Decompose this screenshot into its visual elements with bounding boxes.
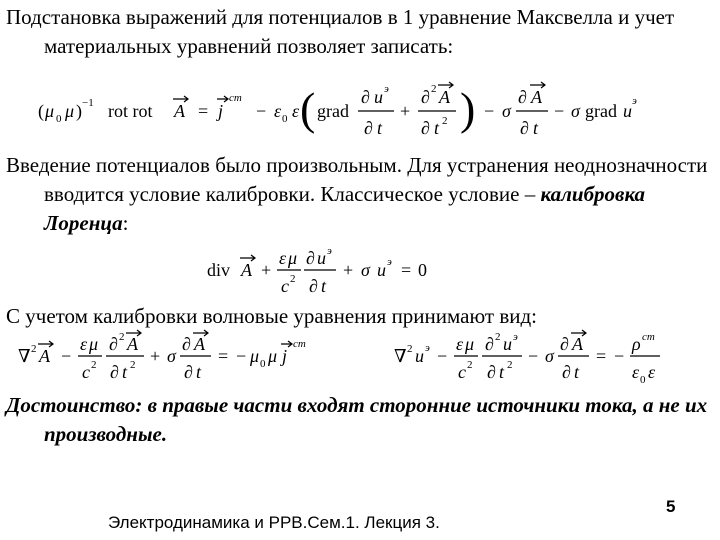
- eq3-mu0-sub: 0: [260, 358, 266, 370]
- eq1-minus1: −: [256, 101, 267, 121]
- paragraph-2-text: Введение потенциалов было произвольным. Для устранения неоднозначности вводится условие калибровки. Классическое условие –: [6, 153, 708, 206]
- eq4-A: A: [572, 334, 583, 354]
- paragraph-1: Подстановка выражений для потенциалов в 1 уравнение Максвелла и учет материальных уравнений позволяет записать:: [6, 5, 675, 58]
- eq1-A: A: [174, 101, 185, 121]
- eq2-c: c: [281, 276, 289, 296]
- eq1-grad: grad: [317, 101, 349, 121]
- eq1-d4: ∂: [421, 118, 430, 138]
- eq2-eq: =: [401, 260, 412, 280]
- paragraph-3: С учетом калибровки волновые уравнения принимают вид:: [6, 304, 537, 328]
- eq4-minus: −: [437, 346, 448, 366]
- eq1-grad2: grad: [585, 101, 617, 121]
- eq3-minus2: −: [236, 346, 247, 366]
- eq4-sigma: σ: [545, 346, 554, 366]
- lorenz-gauge-term: калибровка Лоренца: [44, 182, 646, 235]
- eq2-c-sq: 2: [290, 273, 296, 285]
- eq2-u2: u: [377, 260, 386, 280]
- eq1-plus1: +: [400, 101, 411, 121]
- eq1-u2-sup: э: [632, 95, 637, 107]
- eq4-nabla-sq: 2: [407, 343, 413, 355]
- eq1-t2-sq: 2: [442, 115, 448, 127]
- eq4-d4: ∂: [562, 362, 571, 382]
- eq1-A2: A: [439, 87, 450, 107]
- eq1-inv-exp: −1: [82, 97, 94, 109]
- eq1-mu: μ: [65, 101, 75, 121]
- eq2-zero: 0: [418, 260, 427, 280]
- eq3-minus: −: [61, 346, 72, 366]
- eq4-nabla: ∇: [394, 346, 407, 366]
- eq3-j-sup: cm: [293, 338, 306, 350]
- eq4-c: c: [458, 362, 466, 382]
- eq1-sigma2: σ: [571, 101, 580, 121]
- eq4-u2: u: [503, 334, 512, 354]
- eq1-sigma1: σ: [502, 101, 511, 121]
- eq1-bigparen-open: (: [300, 83, 316, 134]
- eq1-paren-close: ): [76, 101, 82, 121]
- eq1-t3: t: [533, 118, 539, 138]
- eq3-d2: ∂: [110, 362, 119, 382]
- eq1-minus2: −: [484, 101, 495, 121]
- eq4-t2: t: [574, 362, 580, 382]
- eq2-A: A: [241, 260, 252, 280]
- eq4-eps0-sub: 0: [640, 374, 646, 386]
- eq4-d2: ∂: [487, 362, 496, 382]
- eq2-u: u: [317, 248, 326, 268]
- eq1-d6: ∂: [520, 118, 529, 138]
- eq3-nabla: ∇: [18, 346, 31, 366]
- eq4-d1: ∂: [485, 334, 494, 354]
- eq4-u: u: [415, 346, 424, 366]
- eq3-eq: =: [218, 346, 229, 366]
- eq3-t2: t: [196, 362, 202, 382]
- eq3-c: c: [82, 362, 90, 382]
- eq3-j: j: [282, 346, 288, 366]
- eq1-d3: ∂: [421, 87, 430, 107]
- equation-wave-vector: [16, 330, 386, 390]
- eq1-t2: t: [434, 118, 440, 138]
- eq2-plus1: +: [261, 260, 272, 280]
- eq1-d3-sq: 2: [431, 83, 437, 95]
- eq2-eps: ε: [279, 248, 287, 268]
- eq4-c-sq: 2: [467, 359, 473, 371]
- eq4-mu: μ: [465, 334, 475, 354]
- eq1-u2: u: [623, 101, 632, 121]
- eq4-eps: ε: [456, 334, 464, 354]
- equation-lorenz-gauge: [205, 246, 445, 302]
- paragraph-4: Достоинство: в правые части входят сторонние источники тока, а не их производные.: [6, 393, 708, 446]
- eq4-d1-sq: 2: [495, 331, 501, 343]
- eq3-plus: +: [150, 346, 161, 366]
- equation-wave-scalar: [392, 330, 712, 390]
- eq1-eps: ε: [292, 101, 300, 121]
- eq3-d1-sq: 2: [119, 331, 125, 343]
- eq3-d4: ∂: [184, 362, 193, 382]
- eq4-d3: ∂: [560, 334, 569, 354]
- eq3-mu2: μ: [268, 346, 278, 366]
- paragraph-2-colon: :: [122, 211, 129, 235]
- eq4-eq: =: [596, 346, 607, 366]
- equation-maxwell-potential: [36, 76, 636, 146]
- eq2-d1: ∂: [306, 248, 315, 268]
- eq3-nabla-sq: 2: [31, 343, 37, 355]
- eq2-u2-sup: э: [387, 256, 392, 268]
- footer-text: Электродинамика и РРВ.Сем.1. Лекция 3.: [108, 513, 440, 532]
- eq3-A3: A: [194, 334, 205, 354]
- page-number: 5: [666, 497, 676, 516]
- eq2-div: div: [207, 260, 231, 280]
- eq3-mu0: μ: [250, 346, 260, 366]
- eq1-d1: ∂: [361, 87, 370, 107]
- eq1-mu0-sub: 0: [56, 113, 62, 125]
- eq1-minus3: −: [554, 101, 565, 121]
- paragraph-2: [6, 151, 712, 238]
- eq4-rho-sup: ст: [642, 331, 655, 343]
- eq3-t1: t: [122, 362, 128, 382]
- eq2-u-sup: э: [327, 245, 332, 257]
- eq1-eq: =: [198, 101, 209, 121]
- eq4-t1: t: [499, 362, 505, 382]
- eq4-u-sup: э: [425, 342, 430, 354]
- eq4-t1-sq: 2: [507, 359, 513, 371]
- eq3-d1: ∂: [109, 334, 118, 354]
- eq2-mu: μ: [288, 248, 298, 268]
- eq1-bigparen-close: ): [460, 83, 476, 134]
- eq2-d2: ∂: [309, 276, 318, 296]
- eq1-t1: t: [377, 118, 383, 138]
- eq1-A3: A: [531, 87, 542, 107]
- eq4-u2-sup: э: [513, 331, 518, 343]
- eq1-mu0: μ: [45, 101, 55, 121]
- eq3-t1-sq: 2: [130, 359, 136, 371]
- eq2-plus2: +: [343, 260, 354, 280]
- eq4-minus3: −: [614, 346, 625, 366]
- eq1-d5: ∂: [518, 87, 527, 107]
- eq3-d3: ∂: [182, 334, 191, 354]
- eq1-d2: ∂: [364, 118, 373, 138]
- eq1-paren-open: (: [38, 101, 44, 121]
- eq3-eps: ε: [80, 334, 88, 354]
- eq1-u: u: [374, 87, 383, 107]
- eq4-eps2: ε: [648, 362, 656, 382]
- eq1-eps0: ε: [274, 101, 282, 121]
- eq4-rho: ρ: [632, 334, 641, 354]
- eq3-c-sq: 2: [91, 359, 97, 371]
- eq1-rotrot: rot rot: [108, 101, 153, 121]
- eq4-minus2: −: [528, 346, 539, 366]
- eq3-sigma: σ: [167, 346, 176, 366]
- eq3-A2: A: [127, 334, 138, 354]
- eq1-j-sup: cm: [229, 92, 242, 104]
- eq2-sigma: σ: [361, 260, 370, 280]
- eq1-u-sup: э: [384, 83, 389, 95]
- eq3-A1: A: [39, 346, 50, 366]
- eq1-j: j: [218, 101, 224, 121]
- eq1-eps0-sub: 0: [282, 113, 288, 125]
- eq3-mu: μ: [89, 334, 99, 354]
- eq4-eps0: ε: [632, 362, 640, 382]
- eq2-t: t: [321, 276, 327, 296]
